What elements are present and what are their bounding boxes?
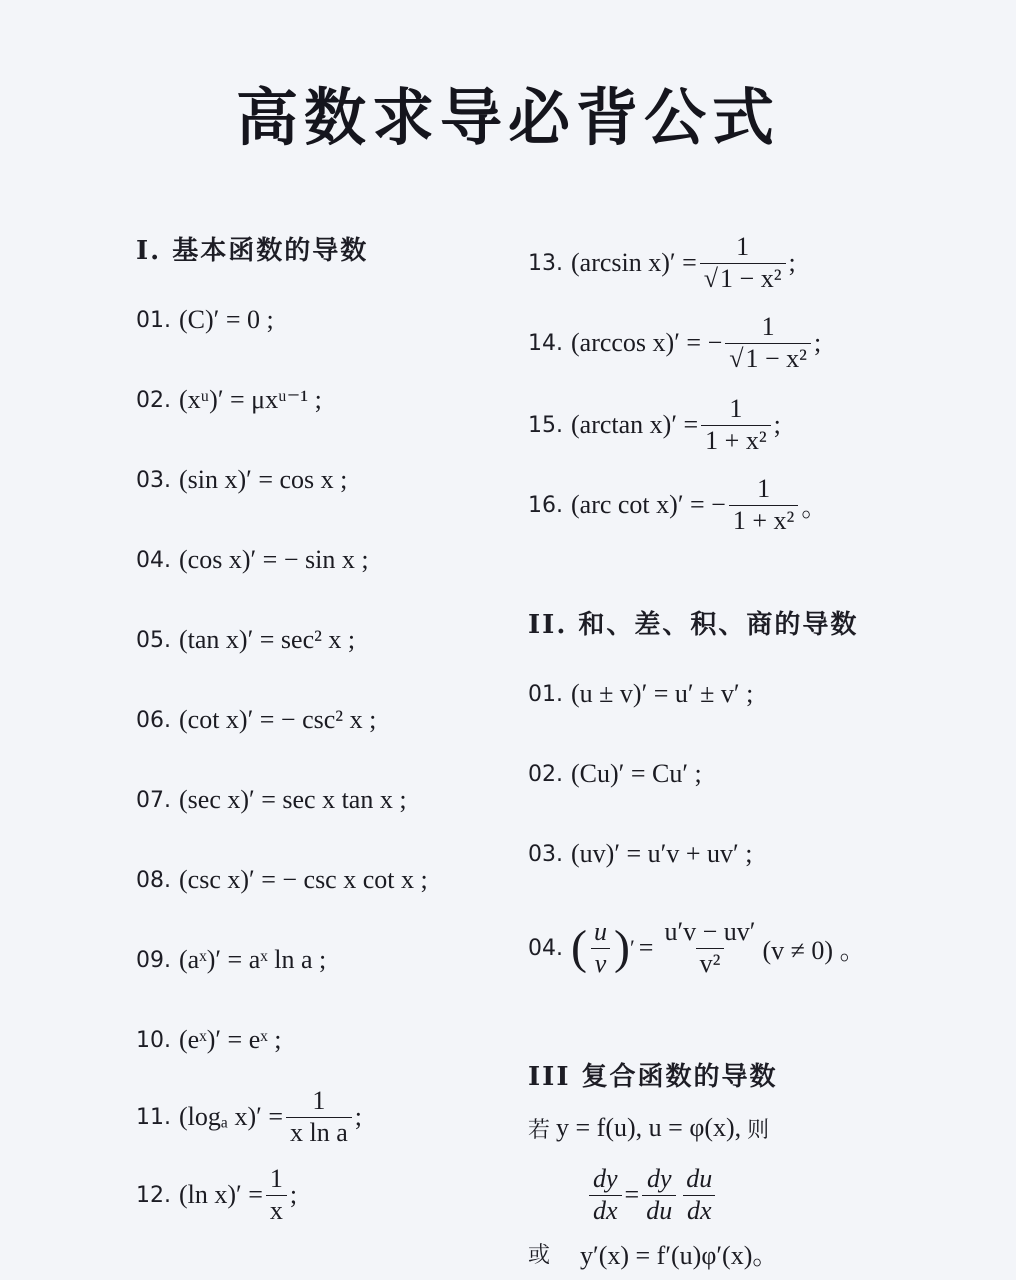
sqrt-radicand: 1 − x² xyxy=(720,263,782,293)
page-title: 高数求导必背公式 xyxy=(235,81,780,154)
right-paren: ) xyxy=(613,921,630,974)
formula-number: 12. xyxy=(136,1182,171,1208)
equals-sign: = xyxy=(638,933,654,962)
formula-tail: 。 xyxy=(801,492,828,522)
formula-text: (cot x)′ = − csc² x ; xyxy=(179,705,377,734)
formula-number: 14. xyxy=(528,330,563,356)
formula-text: (xᵘ)′ = μxᵘ⁻¹ ; xyxy=(179,385,322,414)
formula-number: 03. xyxy=(136,467,171,493)
fraction-numerator: 1 xyxy=(269,1163,283,1193)
fraction-du-dx xyxy=(682,1165,716,1225)
formula-number: 02. xyxy=(136,387,171,413)
formula-number: 15. xyxy=(528,412,563,438)
fraction xyxy=(266,1165,287,1225)
fraction-numerator: u xyxy=(593,916,607,946)
rule-03 xyxy=(528,826,752,882)
formula-number: 10. xyxy=(136,1027,171,1053)
formula-05 xyxy=(136,612,355,668)
chain-rule-alt xyxy=(528,1228,778,1278)
if-word: 若 xyxy=(528,1117,551,1143)
fraction-denominator: x xyxy=(266,1195,287,1226)
fraction xyxy=(701,395,770,455)
fraction xyxy=(660,918,759,978)
formula-number: 04. xyxy=(528,935,563,961)
section-heading-chain-rule: III 复合函数的导数 xyxy=(528,1062,778,1092)
fraction xyxy=(286,1087,352,1147)
fraction-denominator: 1 + x² xyxy=(729,505,798,536)
fraction-dy-dx xyxy=(589,1165,622,1225)
fraction xyxy=(700,233,786,293)
fraction-denominator: x ln a xyxy=(286,1117,352,1148)
formula-number: 02. xyxy=(528,761,563,787)
equals-sign: = xyxy=(624,1180,640,1209)
formula-10 xyxy=(136,1012,282,1068)
formula-11 xyxy=(136,1082,362,1152)
formula-text: (C)′ = 0 ; xyxy=(179,305,274,334)
rule-04 xyxy=(528,906,866,990)
formula-number: 07. xyxy=(136,787,171,813)
formula-number: 01. xyxy=(136,307,171,333)
formula-number: 11. xyxy=(136,1104,171,1130)
sqrt-radicand: 1 − x² xyxy=(745,343,807,373)
formula-number: 08. xyxy=(136,867,171,893)
chain-condition xyxy=(528,1100,775,1156)
formula-lhs: (arc cot x)′ = − xyxy=(571,490,726,519)
formula-tail: ; xyxy=(788,248,796,277)
formula-13 xyxy=(528,228,796,298)
formula-02 xyxy=(136,372,322,428)
formula-text: (u ± v)′ = u′ ± v′ ; xyxy=(571,679,754,708)
formula-07 xyxy=(136,772,407,828)
fraction-numerator: 1 xyxy=(757,473,771,503)
left-paren: ( xyxy=(571,921,587,974)
chain-alt-text: y′(x) = f′(u)φ′(x)。 xyxy=(580,1240,779,1270)
fraction-dy-du xyxy=(642,1165,676,1225)
then-word: 则 xyxy=(747,1117,770,1143)
formula-text: (Cu)′ = Cu′ ; xyxy=(571,759,702,788)
formula-text: (aˣ)′ = aˣ ln a ; xyxy=(179,945,327,974)
formula-lhs: (logₐ x)′ = xyxy=(179,1102,283,1131)
fraction-u-over-v xyxy=(590,918,611,978)
fraction-denominator: v xyxy=(591,948,611,979)
fraction-denominator: √1 − x² xyxy=(700,263,786,294)
rule-02 xyxy=(528,746,702,802)
formula-tail: ; xyxy=(354,1102,362,1131)
formula-text: (sec x)′ = sec x tan x ; xyxy=(179,785,407,814)
chain-rule-leibniz xyxy=(586,1160,719,1230)
or-word: 或 xyxy=(528,1242,551,1268)
formula-number: 03. xyxy=(528,841,563,867)
formula-number: 01. xyxy=(528,681,563,707)
fraction-numerator: 1 xyxy=(761,311,775,341)
fraction-denominator: 1 + x² xyxy=(701,425,770,456)
formula-text: (sin x)′ = cos x ; xyxy=(179,465,348,494)
formula-14 xyxy=(528,308,821,378)
formula-06 xyxy=(136,692,376,748)
formula-lhs: (arccos x)′ = − xyxy=(571,328,723,357)
section-heading-arithmetic: II. 和、差、积、商的导数 xyxy=(528,610,859,640)
formula-text: (uv)′ = u′v + uv′ ; xyxy=(571,839,753,868)
formula-tail: (v ≠ 0) 。 xyxy=(762,935,866,965)
fraction-numerator: u′v − uv′ xyxy=(664,916,756,946)
formula-text: (eˣ)′ = eˣ ; xyxy=(179,1025,282,1054)
fraction-numerator: dy xyxy=(593,1163,618,1193)
fraction-numerator: dy xyxy=(646,1163,672,1193)
rule-01 xyxy=(528,666,753,722)
formula-tail: ; xyxy=(813,328,822,357)
fraction-numerator: 1 xyxy=(729,393,743,423)
formula-15 xyxy=(528,390,781,460)
fraction-numerator: 1 xyxy=(312,1085,326,1115)
formula-tail: ; xyxy=(289,1180,298,1209)
formula-number: 13. xyxy=(528,250,563,276)
fraction-denominator: dx xyxy=(683,1195,716,1226)
formula-number: 04. xyxy=(136,547,171,573)
formula-text: (csc x)′ = − csc x cot x ; xyxy=(179,865,428,894)
formula-09 xyxy=(136,932,326,988)
formula-text: (cos x)′ = − sin x ; xyxy=(179,545,369,574)
formula-lhs: (arcsin x)′ = xyxy=(571,248,697,277)
formula-12 xyxy=(136,1160,297,1230)
fraction xyxy=(725,313,811,373)
formula-03 xyxy=(136,452,347,508)
chain-condition-text: y = f(u), u = φ(x), xyxy=(556,1113,742,1142)
formula-04 xyxy=(136,532,369,588)
formula-01 xyxy=(136,292,274,348)
formula-number: 06. xyxy=(136,707,171,733)
formula-lhs: (ln x)′ = xyxy=(179,1180,263,1209)
fraction-numerator: 1 xyxy=(736,231,750,261)
fraction-denominator: dx xyxy=(589,1195,622,1226)
formula-number: 16. xyxy=(528,492,563,518)
section-heading-basic: I. 基本函数的导数 xyxy=(136,236,369,266)
formula-number: 09. xyxy=(136,947,171,973)
formula-number: 05. xyxy=(136,627,171,653)
fraction-denominator: du xyxy=(642,1195,676,1226)
fraction-denominator: √1 − x² xyxy=(725,343,811,374)
formula-text: (tan x)′ = sec² x ; xyxy=(179,625,356,654)
fraction-denominator: v² xyxy=(696,948,725,979)
prime-mark: ′ xyxy=(629,935,635,960)
fraction-numerator: du xyxy=(686,1163,713,1193)
formula-08 xyxy=(136,852,428,908)
formula-16 xyxy=(528,470,827,540)
formula-lhs: (arctan x)′ = xyxy=(571,410,699,439)
fraction xyxy=(729,475,798,535)
formula-tail: ; xyxy=(773,410,781,439)
